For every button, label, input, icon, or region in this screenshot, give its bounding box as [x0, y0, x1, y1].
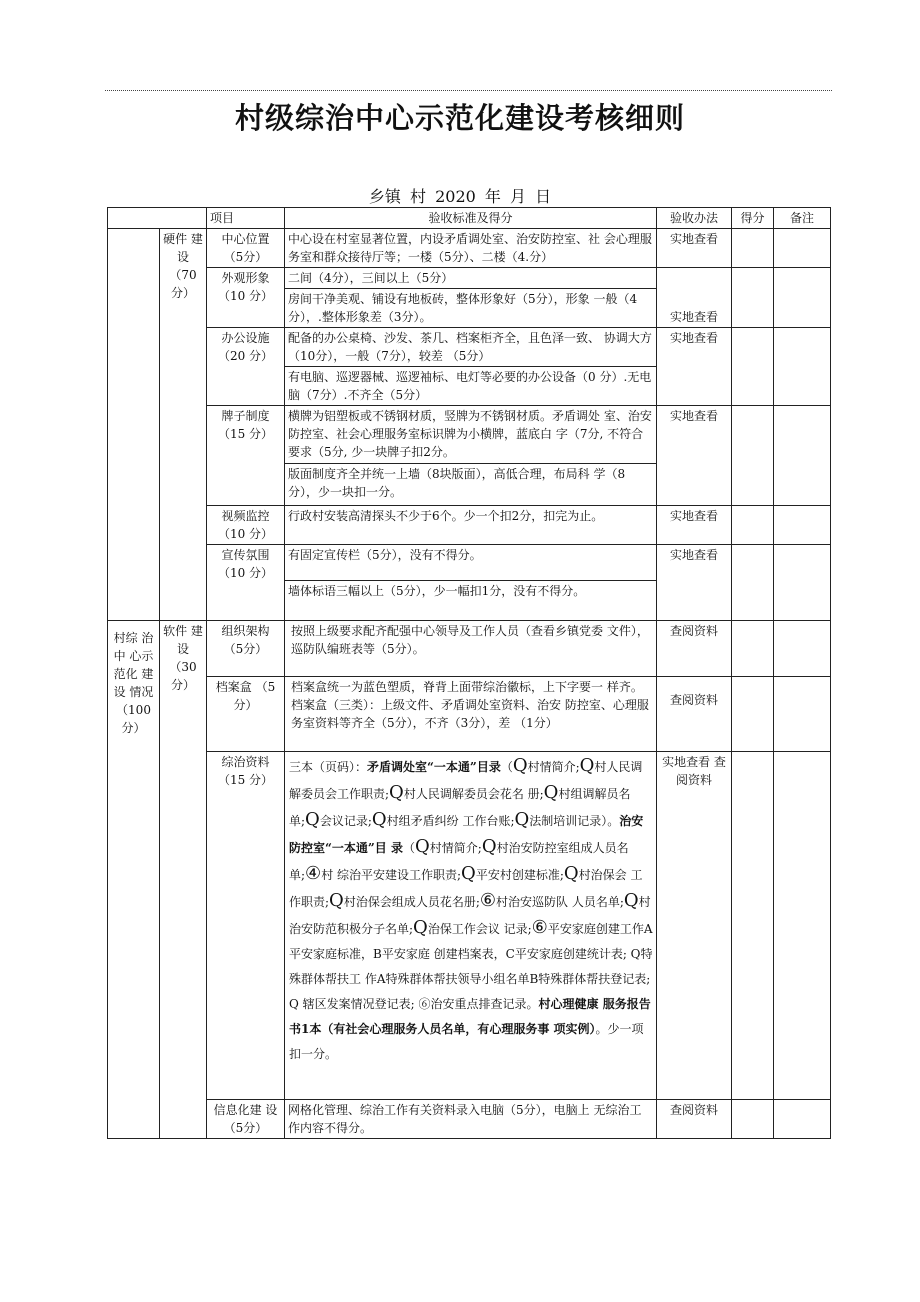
zz-mark: ④ — [305, 863, 322, 884]
standard-text: 有固定宣传栏（5分），没有不得分。 — [285, 545, 657, 581]
document-title: 村级综治中心示范化建设考核细则 — [234, 101, 685, 135]
zz-mark: Q — [329, 890, 344, 911]
zz-mark: ⑥ — [531, 917, 548, 938]
table-row — [108, 1100, 831, 1139]
document-subtitle: 乡镇 村 2020 年 月 日 — [368, 187, 552, 206]
zz-text: 村组调解员名单; — [289, 787, 631, 828]
standard-text: 配备的办公桌椅、沙发、茶几、档案柜齐全，且色泽一致、 协调大方（10分），一般（7分），较差 （5分） — [285, 328, 657, 367]
zz-mark: Q — [481, 836, 497, 857]
method-text: 实地查看 — [657, 328, 732, 406]
zz-mark: ⑥ — [479, 890, 496, 911]
zz-mark: Q — [389, 782, 404, 803]
item-name: 中心位置 （5分） — [207, 229, 285, 268]
standard-text: 档案盒统一为蓝色塑质，脊背上面带综治徽标，上下字要一 样齐。档案盒（三类）：上级文件、矛盾调处室资料、治安 防控室、心理服务室资料等齐全（5分），不齐（3分），差 （1分） — [285, 677, 657, 752]
remark-cell — [774, 752, 831, 1100]
score-cell — [732, 406, 774, 506]
zz-bold: 矛盾调处室“一本通”目录 — [367, 760, 501, 774]
zz-text: 会议记录; — [319, 814, 372, 828]
zz-mark: Q — [512, 755, 528, 776]
method-text: 查阅资料 — [657, 621, 732, 677]
remark-cell — [774, 621, 831, 677]
standard-text: 网格化管理、综治工作有关资料录入电脑（5分），电脑上 无综治工作内容不得分。 — [285, 1100, 657, 1139]
header-method: 验收办法 — [657, 208, 732, 229]
remark-cell — [774, 677, 831, 752]
zz-text: 村治安巡防队 人员名单; — [496, 895, 624, 909]
method-text: 实地查看 — [657, 268, 732, 328]
score-cell — [732, 229, 774, 268]
zz-text: （ — [402, 841, 415, 855]
item-name: 组织架构 （5分） — [207, 621, 285, 677]
method-text: 查阅资料 — [657, 1100, 732, 1139]
item-name: 档案盒 （5分） — [207, 677, 285, 752]
remark-cell — [774, 545, 831, 621]
standard-text: 行政村安装高清探头不少于6个。少一个扣2分，扣完为止。 — [285, 506, 657, 545]
zz-text: 村治安防范积极分子名单; — [289, 895, 651, 936]
zz-text: 三本（页码）： — [289, 760, 368, 774]
zz-mark: Q — [563, 863, 579, 884]
zz-text: （ — [500, 760, 513, 774]
item-name: 办公设施 （20 分） — [207, 328, 285, 406]
zz-mark: Q — [371, 809, 387, 830]
zz-text: 平安家庭创建工作A平安家庭标准，B平安家庭 创建档案表，C平安家庭创建统计表; Q特殊群体帮扶工 作A特殊群体帮扶领导小组名单B特殊群体帮扶登记表; Q 辖区发案情况登记表; ⑥治安重点排查记录。 — [289, 922, 653, 1011]
standard-text: 房间干净美观、铺设有地板砖，整体形象好（5分），形象 一般（4分），.整体形象差（3分）。 — [285, 289, 657, 328]
zz-bold: 治安防控室“一本通”目 录 — [289, 814, 644, 855]
method-text: 实地查看 — [657, 506, 732, 545]
table-row — [108, 621, 831, 677]
item-name: 宣传氛围 （10 分） — [207, 545, 285, 621]
item-name: 外观形象 （10 分） — [207, 268, 285, 328]
score-cell — [732, 328, 774, 406]
zz-mark: Q — [514, 809, 530, 830]
method-text: 实地查看 — [657, 545, 732, 621]
table-row — [108, 406, 831, 464]
zz-mark: Q — [305, 809, 320, 830]
zz-text: 治保工作会议 记录; — [427, 922, 532, 936]
zz-text: 村治保会组成人员花名册; — [343, 895, 480, 909]
standard-text: 中心设在村室显著位置，内设矛盾调处室、治安防控室、社 会心理服务室和群众接待厅等；一楼（5分）、二楼（4.分） — [285, 229, 657, 268]
zz-text: 村治保会 工作职责; — [289, 868, 643, 909]
method-text: 实地查看 — [657, 406, 732, 506]
standard-text: 墙体标语三幅以上（5分），少一幅扣1分，没有不得分。 — [285, 581, 657, 621]
header-standard: 验收标准及得分 — [285, 208, 657, 229]
method-text: 查阅资料 — [657, 677, 732, 752]
zz-text: 村人民调解委员会花名 册; — [403, 787, 544, 801]
header-item: 项目 — [207, 208, 285, 229]
table-row — [108, 752, 831, 1100]
remark-cell — [774, 328, 831, 406]
remark-cell — [774, 268, 831, 328]
zz-text: 村情简介; — [429, 841, 482, 855]
standard-text: 版面制度齐全并统一上墙（8块版面），高低合理，布局科 学（8分），少一块扣一分。 — [285, 464, 657, 506]
table-row — [108, 229, 831, 268]
zz-text: 。少一项扣一分。 — [289, 1022, 644, 1061]
score-cell — [732, 1100, 774, 1139]
method-text: 实地查看 — [657, 229, 732, 268]
software-label: 软件 建 设 （30 分） — [160, 621, 207, 1139]
assessment-table — [107, 207, 831, 1139]
header-remark: 备注 — [774, 208, 831, 229]
method-text: 实地查看 查阅资料 — [657, 752, 732, 1100]
zz-text: 村人民调解委员会工作职责; — [289, 760, 643, 801]
zz-text: 村 综治平安建设工作职责; — [321, 868, 462, 882]
standard-text: 二间（4分），三间以上（5分） — [285, 268, 657, 289]
remark-cell — [774, 229, 831, 268]
zz-mark: Q — [623, 890, 639, 911]
zz-text: 村组矛盾纠纷 工作台账; — [386, 814, 515, 828]
score-cell — [732, 677, 774, 752]
remark-cell — [774, 506, 831, 545]
zz-text: 村情简介; — [527, 760, 580, 774]
score-cell — [732, 268, 774, 328]
zz-bold: 村心理健康 服务报告书1本（有社会心理服务人员名单，有心理服务事 项实例） — [289, 997, 651, 1036]
category-upper-blank — [108, 229, 160, 621]
table-row — [108, 268, 831, 289]
standard-text: 按照上级要求配齐配强中心领导及工作人员（查看乡镇党委 文件），巡防队编班表等（5分）。 — [285, 621, 657, 677]
score-cell — [732, 506, 774, 545]
header-blank — [108, 208, 207, 229]
score-cell — [732, 752, 774, 1100]
table-row — [108, 506, 831, 545]
zz-mark: Q — [461, 863, 476, 884]
category-label: 村综 治 中 心示 范化 建 设 情况 （100 分） — [108, 621, 160, 1139]
remark-cell — [774, 1100, 831, 1139]
zz-text: 法制培训记录）。 — [529, 814, 620, 828]
remark-cell — [774, 406, 831, 506]
table-header-row — [108, 208, 831, 229]
score-cell — [732, 621, 774, 677]
header-score: 得分 — [732, 208, 774, 229]
zongzhi-standard — [285, 752, 657, 1100]
hardware-label: 硬件 建 设 （70 分） — [160, 229, 207, 621]
zz-text: 村治安防控室组成人员名单; — [289, 841, 629, 882]
zz-mark: Q — [579, 755, 595, 776]
zz-text: 平安村创建标准; — [475, 868, 564, 882]
score-cell — [732, 545, 774, 621]
standard-text: 横牌为铝塑板或不锈钢材质，竖牌为不锈钢材质。矛盾调处 室、治安防控室、社会心理服务室标识牌为小横牌，蓝底白 字（7分, 不符合要求（5分, 少一块牌子扣2分。 — [285, 406, 657, 464]
item-name: 视频监控 （10 分） — [207, 506, 285, 545]
zz-mark: Q — [543, 782, 559, 803]
item-name: 信息化建 设 （5分） — [207, 1100, 285, 1139]
item-name: 综治资料 （15 分） — [207, 752, 285, 1100]
standard-text: 有电脑、巡逻器械、巡逻袖标、电灯等必要的办公设备（0 分）.无电脑（7分）.不齐全（5分） — [285, 367, 657, 406]
table-row — [108, 328, 831, 367]
table-row — [108, 677, 831, 752]
item-name: 牌子制度 （15 分） — [207, 406, 285, 506]
zz-mark: Q — [415, 836, 430, 857]
header-rule — [105, 90, 832, 91]
zz-mark: Q — [413, 917, 428, 938]
table-row — [108, 545, 831, 581]
